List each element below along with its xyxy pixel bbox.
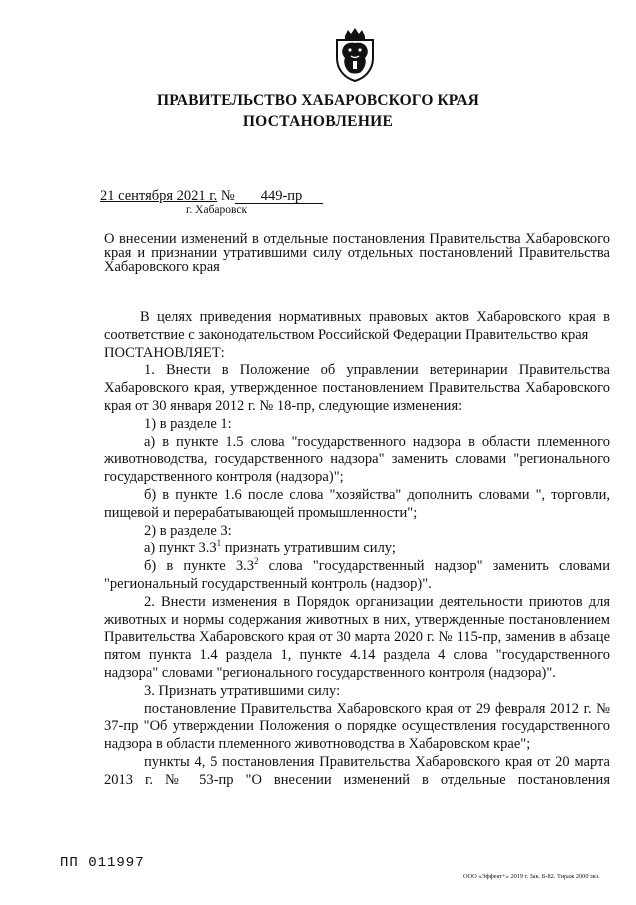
paragraph-item-1: 1. Внести в Положение об управлении ветеринарии Правительства Хабаровского края, утвержденное постановлением Правительства Хабаровского края от 30 января 2012 г. № 18-пр, следующие изменения: (104, 362, 610, 414)
document-city: г. Хабаровск (186, 204, 248, 216)
document-date: 21 сентября 2021 г. (100, 188, 218, 204)
printer-imprint: ООО «Эффект+» 2019 г. Зак. Б-82. Тираж 2000 экз. (463, 873, 600, 880)
document-title: О внесении изменений в отдельные постановления Правительства Хабаровского края и признании утратившими силу отдельных постановлений Правительства Хабаровского края (104, 231, 610, 275)
document-type: ПОСТАНОВЛЕНИЕ (242, 113, 394, 130)
paragraph-item-2: 2. Внести изменения в Порядок организации деятельности приютов для животных и нормы содержания животных в них, утвержденные постановлением Правительства Хабаровского края от 30 марта 2020 г. № 115-пр, заменив в абзаце пятом пункта 1.4 раздела 1, пункте 4.14 раздела 4 слова "государственного надзора" словами "регионального государственного контроля (надзора)". (104, 593, 610, 681)
item-1-2-b-end: слова "государственный надзор" заменить словами "региональный государственный контроль (надзор)". (104, 558, 610, 592)
coat-of-arms-emblem (333, 28, 377, 82)
item-1-2-b-start: б) в пункте 3.3 (144, 558, 255, 575)
paragraph-resolves: ПОСТАНОВЛЯЕТ: (104, 344, 225, 361)
bear-emblem-icon (333, 28, 377, 82)
item-1-2-a-start: а) пункт 3.3 (144, 540, 217, 557)
paragraph-item-1-1-b: б) в пункте 1.6 после слова "хозяйства" дополнить словами ", торговли, пищевой и перерабатывающей промышленности"; (104, 486, 610, 521)
paragraph-item-1-2-a (104, 540, 610, 558)
paragraph-item-1-2: 2) в разделе 3: (144, 522, 232, 539)
paragraph-item-3-1: постановление Правительства Хабаровского края от 29 февраля 2012 г. № 37-пр "Об утверждении Положения о порядке осуществления государственного надзора в области племенного животноводства в Хабаровском крае"; (104, 700, 610, 753)
document-number: 449-пр (235, 189, 323, 204)
item-1-2-a-end: признать утратившим силу; (221, 540, 396, 557)
paragraph-item-3: 3. Признать утратившими силу: (144, 682, 341, 699)
paragraph-item-1-1: 1) в разделе 1: (144, 415, 232, 432)
registration-line (100, 188, 323, 205)
item-1-2-a-sup: 1 (216, 538, 222, 549)
paragraph-item-3-2: пункты 4, 5 постановления Правительства Хабаровского края от 20 марта 2013 г. № 53-пр "О внесении изменений в отдельные постановления (104, 753, 610, 788)
paragraph-preamble: В целях приведения нормативных правовых актов Хабаровского края в соответствие с законодательством Российской Федерации Правительство края (104, 309, 610, 343)
paragraph-item-1-1-a: а) в пункте 1.5 слова "государственного надзора в области племенного животноводства, государственного надзора" заменить словами "регионального государственного контроля (надзора)"; (104, 433, 610, 486)
item-1-2-b-sup: 2 (254, 556, 259, 567)
paragraph-item-1-2-b (104, 558, 610, 594)
form-serial-number: ПП 011997 (60, 855, 145, 871)
number-sign: № (220, 188, 235, 204)
organization-name: ПРАВИТЕЛЬСТВО ХАБАРОВСКОГО КРАЯ (157, 92, 479, 109)
document-body (104, 309, 610, 790)
